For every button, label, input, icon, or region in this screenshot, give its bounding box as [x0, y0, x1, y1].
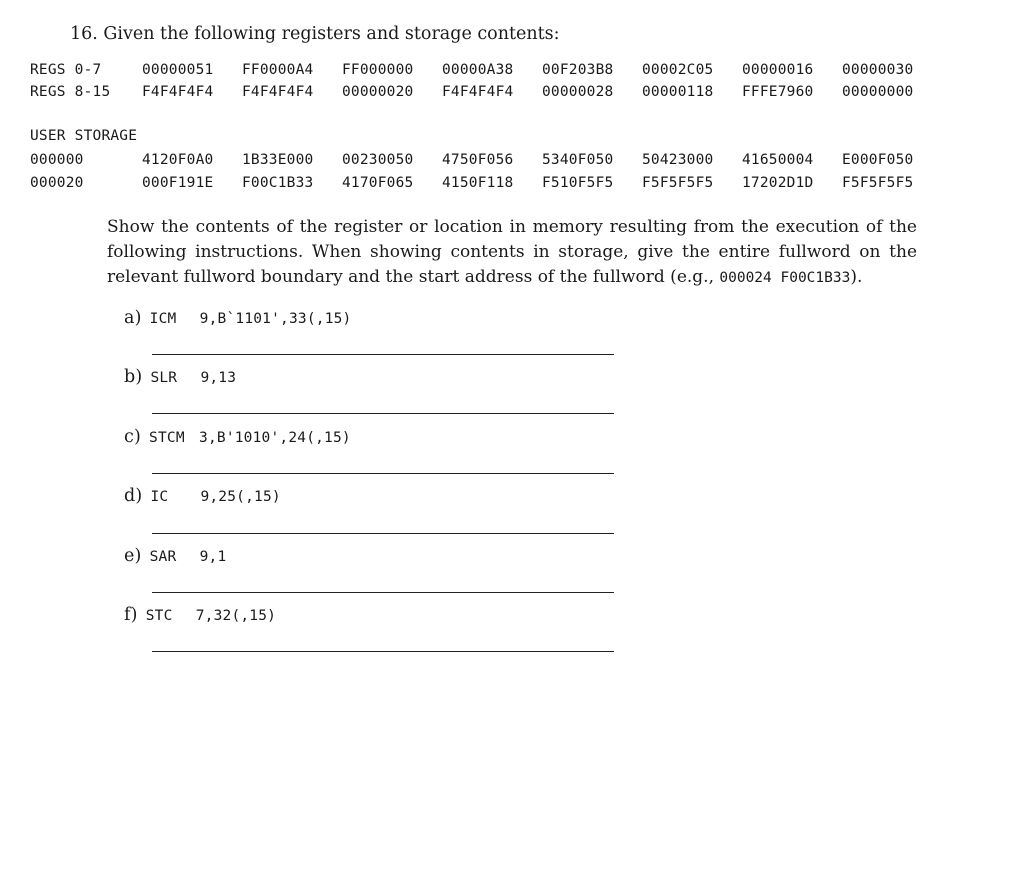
- part-letter: a): [124, 308, 142, 328]
- register-word: 00000118: [642, 84, 714, 100]
- register-word: F4F4F4F4: [242, 84, 314, 100]
- part-f: [124, 605, 276, 625]
- part-operands: 3,B'1010',24(,15): [199, 430, 351, 446]
- part-e: [124, 546, 226, 566]
- instructions-text: Show the contents of the register or location in memory resulting from the execution of the following instructions. When showing contents in storage, give the entire fullword on the relevant fullword boundary and the start address of the fullword (e.g.,: [107, 217, 917, 287]
- part-d: [124, 486, 281, 506]
- part-letter: f): [124, 605, 138, 625]
- part-operands: 9,25(,15): [200, 489, 281, 505]
- answer-line-d[interactable]: [152, 533, 614, 534]
- part-letter: e): [124, 546, 142, 566]
- instructions-example: 000024 F00C1B33: [719, 270, 851, 286]
- storage-word: 5340F050: [542, 152, 614, 168]
- register-label: REGS 8-15: [30, 84, 111, 100]
- part-opcode: ICM: [149, 311, 177, 327]
- answer-line-c[interactable]: [152, 473, 614, 474]
- register-word: 00002C05: [642, 62, 714, 78]
- answer-line-f[interactable]: [152, 651, 614, 652]
- register-word: 00000030: [842, 62, 914, 78]
- part-b: [124, 367, 236, 387]
- part-letter: c): [124, 427, 142, 447]
- register-word: F4F4F4F4: [442, 84, 514, 100]
- register-row-0-7: [30, 62, 942, 78]
- storage-word: F5F5F5F5: [642, 175, 714, 191]
- part-operands: 9,13: [200, 370, 237, 386]
- storage-word: 1B33E000: [242, 152, 314, 168]
- register-label: REGS 0-7: [30, 62, 102, 78]
- storage-address: 000020: [30, 175, 84, 191]
- storage-row-000020: [30, 175, 942, 191]
- register-word: F4F4F4F4: [142, 84, 214, 100]
- part-letter: b): [124, 367, 143, 387]
- storage-word: 17202D1D: [742, 175, 814, 191]
- storage-word: 50423000: [642, 152, 714, 168]
- answer-line-e[interactable]: [152, 592, 614, 593]
- part-a: [124, 308, 351, 328]
- part-opcode: SLR: [150, 370, 178, 386]
- storage-address: 000000: [30, 152, 84, 168]
- register-row-8-15: [30, 84, 942, 100]
- storage-word: F510F5F5: [542, 175, 614, 191]
- storage-word: 00230050: [342, 152, 414, 168]
- part-operands: 7,32(,15): [195, 608, 277, 624]
- storage-word: 000F191E: [142, 175, 214, 191]
- storage-word: 4150F118: [442, 175, 514, 191]
- storage-word: 4170F065: [342, 175, 414, 191]
- storage-word: E000F050: [842, 152, 914, 168]
- register-word: 00000016: [742, 62, 814, 78]
- part-operands: 9,1: [199, 549, 227, 565]
- register-word: 00000028: [542, 84, 614, 100]
- storage-word: F00C1B33: [242, 175, 314, 191]
- storage-label: USER STORAGE: [30, 128, 138, 144]
- register-word: 00F203B8: [542, 62, 614, 78]
- instructions-paragraph: [107, 215, 917, 291]
- register-word: 00000020: [342, 84, 414, 100]
- part-letter: d): [124, 486, 143, 506]
- answer-line-b[interactable]: [152, 413, 614, 414]
- storage-word: 4750F056: [442, 152, 514, 168]
- answer-line-a[interactable]: [152, 354, 614, 355]
- register-word: FFFE7960: [742, 84, 814, 100]
- instructions-text-end: ).: [850, 267, 863, 287]
- part-c: [124, 427, 351, 447]
- register-word: 00000A38: [442, 62, 514, 78]
- part-opcode: STCM: [149, 430, 185, 446]
- storage-word: 41650004: [742, 152, 814, 168]
- register-word: FF0000A4: [242, 62, 314, 78]
- storage-word: F5F5F5F5: [842, 175, 914, 191]
- question-title: 16. Given the following registers and storage contents:: [70, 24, 560, 44]
- register-word: 00000000: [842, 84, 914, 100]
- register-word: FF000000: [342, 62, 414, 78]
- part-operands: 9,B`1101',33(,15): [199, 311, 352, 327]
- part-opcode: IC: [150, 489, 169, 505]
- storage-word: 4120F0A0: [142, 152, 214, 168]
- part-opcode: STC: [145, 608, 173, 624]
- register-word: 00000051: [142, 62, 214, 78]
- storage-row-000000: [30, 152, 942, 168]
- part-opcode: SAR: [149, 549, 177, 565]
